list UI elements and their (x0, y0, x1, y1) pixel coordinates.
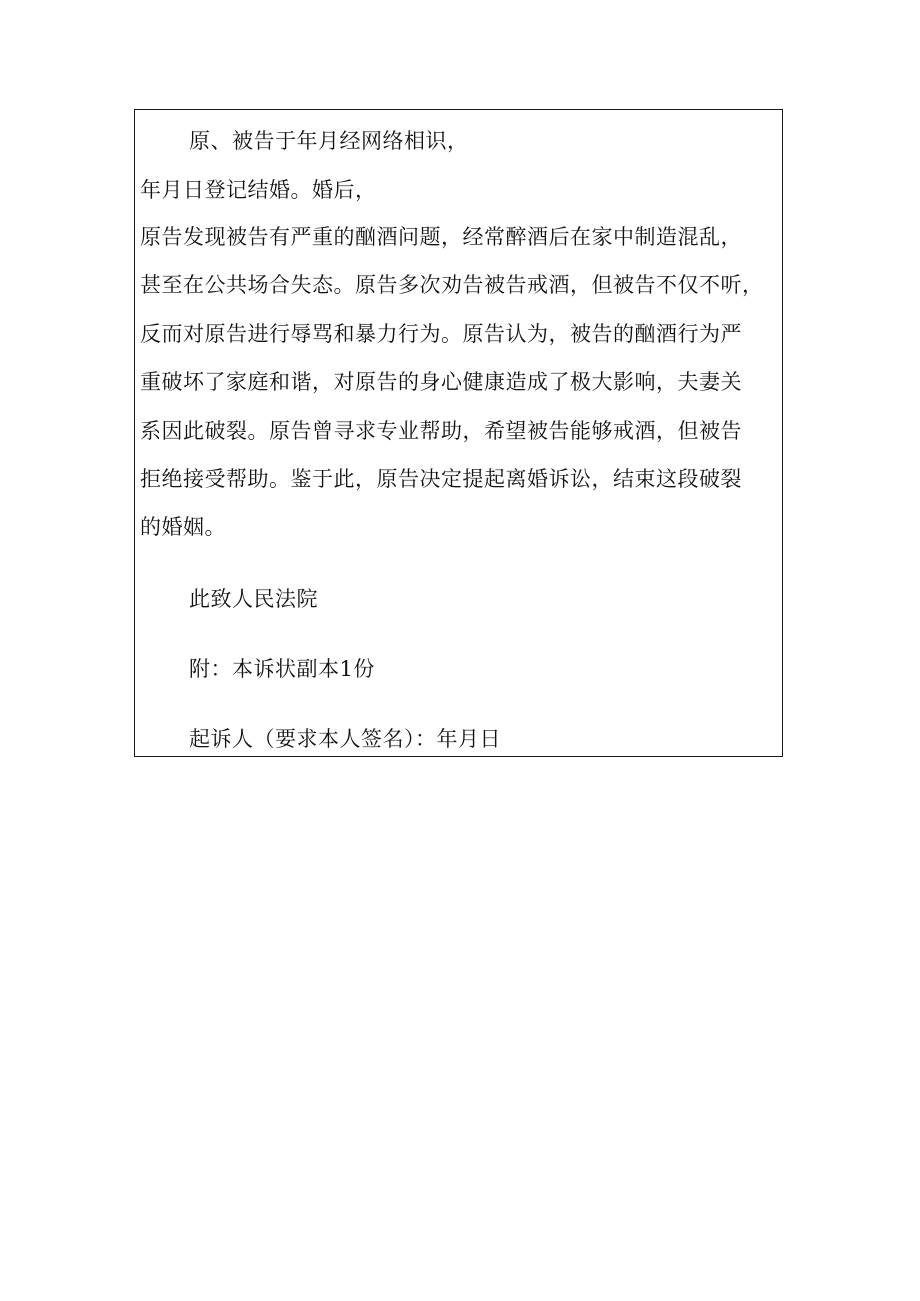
body-line-9: 的婚姻。 (140, 515, 226, 539)
body-line-8: 拒绝接受帮助。鉴于此，原告决定提起离婚诉讼，结束这段破裂 (140, 467, 742, 491)
signature-line: 起诉人（要求本人签名）：年月日 (189, 727, 501, 751)
body-line-5: 反而对原告进行辱骂和暴力行为。原告认为，被告的酗酒行为严 (140, 322, 742, 346)
complaint-text-box (134, 109, 783, 757)
body-line-3: 原告发现被告有严重的酗酒问题，经常醉酒后在家中制造混乱， (140, 225, 742, 249)
attachment-note: 附：本诉状副本1份 (189, 657, 375, 681)
body-line-7: 系因此破裂。原告曾寻求专业帮助，希望被告能够戒酒，但被告 (140, 419, 742, 443)
body-line-6: 重破坏了家庭和谐，对原告的身心健康造成了极大影响，夫妻关 (140, 370, 742, 394)
closing-salutation: 此致人民法院 (189, 587, 318, 611)
body-line-1: 原、被告于年月经网络相识， (189, 129, 469, 153)
body-line-4: 甚至在公共场合失态。原告多次劝告被告戒酒，但被告不仅不听， (140, 273, 764, 297)
body-line-2: 年月日登记结婚。婚后， (140, 178, 377, 202)
